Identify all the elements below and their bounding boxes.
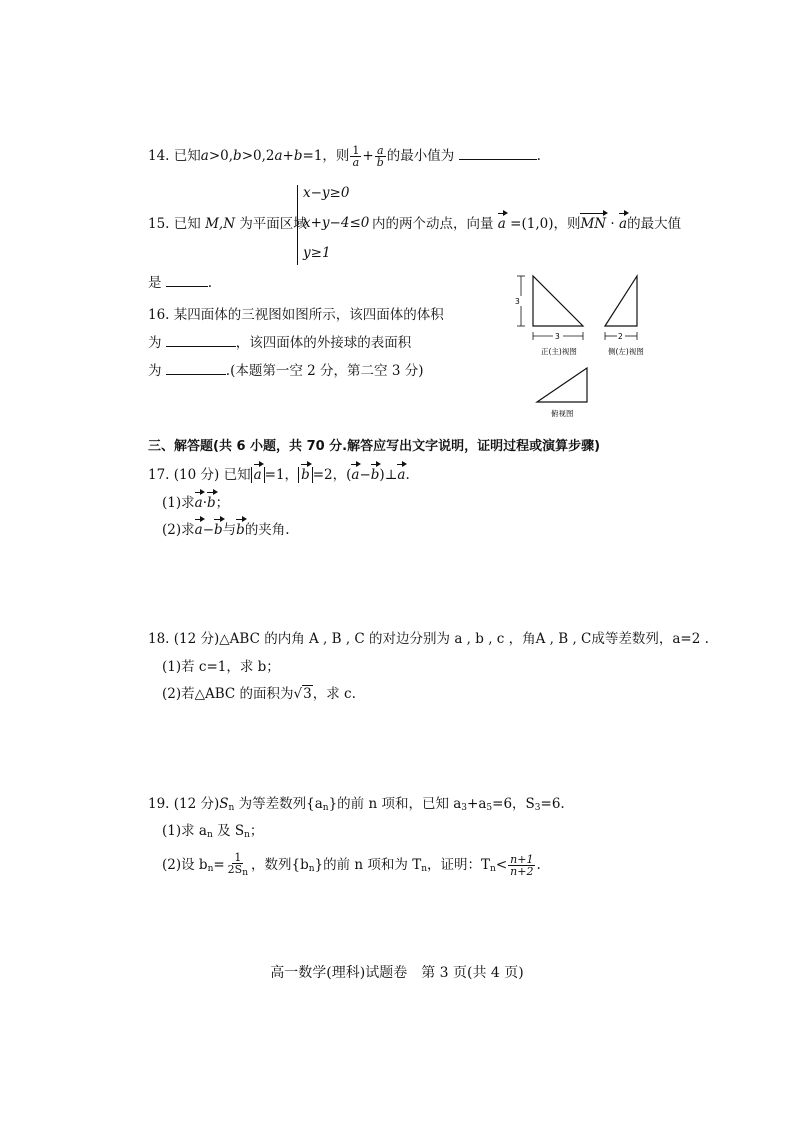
q14-var-b2: b bbox=[293, 148, 303, 164]
q17-p2-minus: − bbox=[202, 522, 214, 538]
q19-a5-sub: 5 bbox=[486, 803, 493, 813]
q19-p2-eq: = bbox=[213, 857, 225, 873]
q16-number: 16. bbox=[148, 307, 170, 323]
q19-p2-prove: ，证明：T bbox=[427, 857, 491, 873]
q17-p1-b: b bbox=[206, 495, 216, 511]
question-19 bbox=[148, 795, 565, 817]
q18-p2-lead: (2)若△ABC 的面积为 bbox=[162, 686, 294, 702]
q17-p2-with: 与 bbox=[222, 522, 237, 538]
q17-p2-b2: b bbox=[236, 522, 245, 538]
q19-p2-t-sub: n bbox=[421, 864, 428, 874]
q17-part1 bbox=[162, 494, 229, 512]
q14-fraction-2 bbox=[375, 145, 386, 168]
q17-perp: )⊥ bbox=[379, 467, 398, 483]
q17-part2 bbox=[162, 521, 290, 539]
side-view-triangle bbox=[605, 276, 637, 326]
q17-lead: 已知 bbox=[223, 467, 251, 483]
q19-fraction-bound bbox=[508, 854, 535, 877]
q15-ineq-2: x+y−4≤0 bbox=[303, 215, 370, 231]
question-17 bbox=[148, 466, 410, 484]
q17-p1-lead: (1)求 bbox=[162, 495, 195, 511]
q19-a3-sub: 3 bbox=[461, 803, 468, 813]
q18-p2-tail: ，求 c. bbox=[312, 686, 356, 702]
q19-bound-num: n+1 bbox=[510, 853, 534, 866]
q17-eq2: =2，( bbox=[312, 467, 352, 483]
front-dim-label: 3 bbox=[555, 332, 560, 341]
q14-lead: 已知 bbox=[173, 148, 201, 164]
q17-eq1: =1， bbox=[264, 467, 299, 483]
q19-p1-sub: n bbox=[206, 830, 213, 840]
side-view-label: 侧(左)视图 bbox=[608, 347, 644, 356]
q15-line2-end: . bbox=[207, 275, 213, 291]
q16-line2-lead: 为 bbox=[148, 335, 162, 351]
q15-system-brace bbox=[297, 185, 298, 265]
q14-end: . bbox=[536, 148, 541, 164]
q15-ineq-1: x−y≥0 bbox=[303, 185, 350, 201]
q19-p1-sub2: n bbox=[244, 830, 250, 840]
q19-p1-lead: (1)求 a bbox=[162, 823, 207, 839]
q17-number: 17. bbox=[148, 467, 170, 483]
q14-cond-3: + bbox=[282, 148, 294, 164]
q19-p2-mid2: }的前 n 项和为 T bbox=[314, 857, 422, 873]
q16-line2-tail: ，该四面体的外接球的表面积 bbox=[235, 335, 412, 351]
q19-score: (12 分) bbox=[173, 796, 220, 812]
question-18 bbox=[148, 630, 709, 648]
q19-end: =6. bbox=[540, 796, 565, 812]
q17-p1-dot: · bbox=[202, 495, 207, 511]
q19-p2-end: . bbox=[536, 857, 541, 873]
q19-part1 bbox=[162, 822, 263, 844]
q15-dot: · bbox=[610, 216, 615, 232]
q14-tail: 的最小值为 bbox=[386, 148, 455, 164]
q16-line3-lead: 为 bbox=[148, 363, 162, 379]
q17-vec-a2: a bbox=[351, 467, 360, 483]
q14-f2-num: a bbox=[376, 144, 384, 157]
dim-height-label: 3 bbox=[515, 297, 520, 306]
q19-p2-mid-sub: n bbox=[308, 864, 315, 874]
q18-number: 18. bbox=[148, 631, 170, 647]
q18-p2-root: 3 bbox=[303, 686, 312, 702]
q17-p2-end: 的夹角. bbox=[244, 522, 290, 538]
side-dim-label: 2 bbox=[618, 332, 623, 341]
q17-abs-b bbox=[298, 467, 313, 483]
q19-sn: S bbox=[219, 796, 229, 812]
q15-mn: M,N bbox=[205, 216, 236, 232]
q19-s3-sub: 3 bbox=[534, 803, 541, 813]
q19-mid-sub: n bbox=[322, 803, 329, 813]
q19-bn-den bbox=[226, 864, 250, 879]
q16-volume-blank[interactable] bbox=[166, 334, 236, 347]
q14-cond-4: =1 bbox=[302, 148, 323, 164]
q19-eq: =6，S bbox=[492, 796, 535, 812]
q19-p2-sub: n bbox=[207, 864, 214, 874]
q14-f1-num: 1 bbox=[352, 144, 360, 157]
q17-vec-b2: b bbox=[370, 467, 380, 483]
q17-score: (10 分) bbox=[173, 467, 220, 483]
q17-vec-a: a bbox=[253, 467, 262, 483]
q15-line2-lead: 是 bbox=[148, 275, 162, 291]
q14-mid: ，则 bbox=[322, 148, 350, 164]
q17-vec-a3: a bbox=[397, 467, 406, 483]
page-footer: 高一数学(理科)试题卷 第 3 页(共 4 页) bbox=[270, 965, 524, 981]
q15-number: 15. bbox=[148, 216, 170, 232]
q15-region: 为平面区域 bbox=[239, 216, 307, 232]
q19-plus: +a bbox=[467, 796, 487, 812]
q18-part2 bbox=[162, 685, 356, 703]
q16-line3-tail: .(本题第一空 2 分，第二空 3 分) bbox=[225, 363, 424, 379]
q19-p1-end: ； bbox=[249, 823, 264, 839]
q19-fraction-bn bbox=[226, 852, 250, 879]
q15-vector-a: a bbox=[497, 216, 506, 232]
question-16-line3 bbox=[148, 362, 423, 380]
q15-answer-blank[interactable] bbox=[166, 274, 208, 287]
question-15-line2 bbox=[148, 274, 212, 292]
q15-vector-a2: a bbox=[619, 216, 628, 232]
q17-vec-b: b bbox=[301, 467, 310, 483]
section-3-heading: 三、解答题(共 6 小题，共 70 分.解答应写出文字说明，证明过程或演算步骤) bbox=[148, 439, 601, 454]
question-15-line1b bbox=[372, 215, 681, 233]
q16-surface-blank[interactable] bbox=[166, 362, 226, 375]
q19-part2 bbox=[162, 852, 541, 879]
q19-p2-lead: (2)设 b bbox=[162, 857, 208, 873]
q14-answer-blank[interactable] bbox=[459, 147, 537, 160]
q15-tail: 的最大值 bbox=[627, 216, 682, 232]
q15-ineq-3: y≥1 bbox=[303, 245, 331, 261]
q17-p2-a: a bbox=[194, 522, 203, 538]
q19-bn-den-sub: n bbox=[242, 868, 249, 878]
q14-cond-1: >0, bbox=[208, 148, 234, 164]
q19-p2-mid: ，数列{b bbox=[251, 857, 309, 873]
front-view-label: 正(主)视图 bbox=[541, 347, 577, 356]
q17-end: . bbox=[405, 467, 410, 483]
top-view-triangle bbox=[537, 368, 587, 402]
q17-abs-a bbox=[251, 467, 265, 483]
q19-tail: }的前 n 项和，已知 a bbox=[328, 796, 462, 812]
q14-f1-den: a bbox=[352, 156, 360, 169]
q19-number: 19. bbox=[148, 796, 170, 812]
q19-mid: 为等差数列{a bbox=[238, 796, 323, 812]
q17-p1-end: ； bbox=[215, 495, 230, 511]
q14-fraction-1 bbox=[350, 145, 361, 168]
q19-bound-den: n+2 bbox=[510, 865, 534, 878]
q14-f2-den: b bbox=[376, 156, 384, 169]
q19-bn-den-text: 2S bbox=[227, 863, 243, 876]
question-16-line2 bbox=[148, 334, 411, 352]
q19-sn-sub: n bbox=[228, 803, 235, 813]
q17-p2-b: b bbox=[214, 522, 223, 538]
q14-var-a: a bbox=[200, 148, 209, 164]
three-view-figure bbox=[505, 274, 665, 424]
q14-var-b: b bbox=[233, 148, 242, 164]
question-15-line1 bbox=[148, 215, 307, 233]
q18-part1: (1)若 c=1，求 b； bbox=[162, 659, 280, 675]
q14-cond-2: >0,2 bbox=[241, 148, 275, 164]
q19-p2-prove-sub: n bbox=[490, 864, 496, 874]
q18-score: (12 分) bbox=[173, 631, 220, 647]
q18-line1: △ABC 的内角 A , B , C 的对边分别为 a , b , c ，角A , B , C成等差数列，a=2 . bbox=[219, 631, 709, 647]
q15-vec-val: =(1,0)，则 bbox=[510, 216, 581, 232]
q19-p2-lt: < bbox=[495, 857, 508, 873]
q15-after: 内的两个动点，向量 bbox=[372, 216, 494, 232]
q15-lead: 已知 bbox=[173, 216, 201, 232]
q19-bn-num: 1 bbox=[234, 851, 242, 864]
question-14 bbox=[148, 145, 541, 168]
front-view-triangle bbox=[533, 276, 583, 326]
q16-line1: 某四面体的三视图如图所示，该四面体的体积 bbox=[173, 307, 444, 323]
sqrt-sign: √ bbox=[293, 686, 303, 702]
q19-p1-and: 及 S bbox=[217, 823, 245, 839]
top-view-label: 俯视图 bbox=[551, 409, 574, 418]
q14-plus: + bbox=[362, 148, 374, 164]
question-16-line1 bbox=[148, 306, 444, 324]
q17-p1-a: a bbox=[194, 495, 203, 511]
q17-p2-lead: (2)求 bbox=[162, 522, 195, 538]
q14-number: 14. bbox=[148, 148, 170, 164]
q17-minus: − bbox=[359, 467, 371, 483]
q14-var-a2: a bbox=[274, 148, 283, 164]
q15-vector-mn: MN bbox=[580, 216, 607, 232]
